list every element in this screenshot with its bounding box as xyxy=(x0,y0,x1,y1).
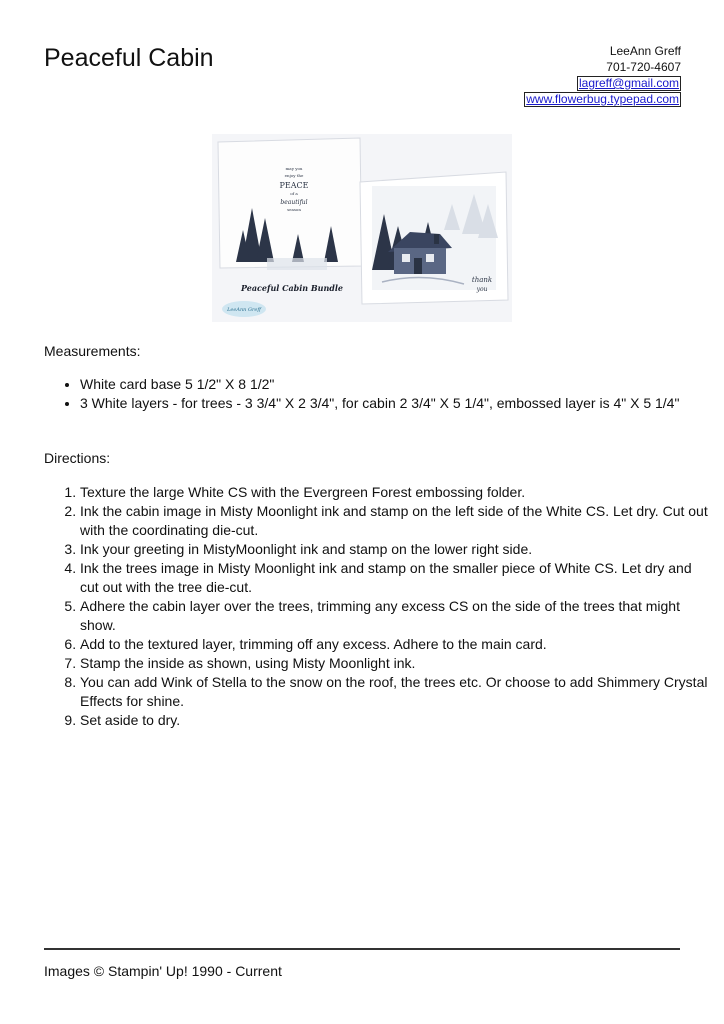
list-item: 8. You can add Wink of Stella to the snow on the roof, the trees etc. Or choose to add Shimmery Crystal Effects for shine. xyxy=(80,673,710,711)
logo-watermark xyxy=(222,301,266,317)
card-stand xyxy=(267,258,327,270)
greeting-line: of a xyxy=(290,191,298,196)
list-item: 9. Set aside to dry. xyxy=(80,711,710,730)
page-title: Peaceful Cabin xyxy=(44,44,214,72)
footer-divider xyxy=(44,948,680,950)
list-item: 3. Ink your greeting in MistyMoonlight ink and stamp on the lower right side. xyxy=(80,540,710,559)
list-item: 7. Stamp the inside as shown, using Misty Moonlight ink. xyxy=(80,654,710,673)
measurements-label: Measurements: xyxy=(44,343,141,359)
logo-text: LeeAnn Greff xyxy=(227,307,261,313)
list-item: • 3 White layers - for trees - 3 3/4" X 2 3/4", for cabin 2 3/4" X 5 1/4", embossed layer is 4" X 5 1/4" xyxy=(80,394,710,413)
footer-copyright: Images © Stampin' Up! 1990 - Current xyxy=(44,963,282,979)
website-link[interactable]: www.flowerbug.typepad.com xyxy=(526,92,679,106)
list-item: • White card base 5 1/2" X 8 1/2" xyxy=(80,375,710,394)
greeting-line: beautiful xyxy=(280,199,308,206)
directions-label: Directions: xyxy=(44,450,111,466)
card-photo xyxy=(212,134,512,322)
measurements-list xyxy=(60,375,710,413)
greeting-line: season xyxy=(287,207,301,212)
author-name: LeeAnn Greff xyxy=(609,44,681,58)
contact-block xyxy=(524,43,681,107)
list-item: 6. Add to the textured layer, trimming off any excess. Adhere to the main card. xyxy=(80,635,710,654)
email-link[interactable]: lagreff@gmail.com xyxy=(579,76,679,90)
phone-number: 701-720-4607 xyxy=(606,60,681,74)
photo-caption: Peaceful Cabin Bundle xyxy=(240,283,344,293)
greeting-line: PEACE xyxy=(279,181,309,190)
greeting-line: may you xyxy=(285,166,303,171)
list-item: 2. Ink the cabin image in Misty Moonlight ink and stamp on the left side of the White CS. Let dry. Cut out with the coordinating die-cut. xyxy=(80,502,710,540)
greeting-line: enjoy the xyxy=(284,173,304,178)
directions-list xyxy=(62,483,710,730)
greeting-line: you xyxy=(476,286,488,293)
list-item: 5. Adhere the cabin layer over the trees, trimming any excess CS on the side of the trees that might show. xyxy=(80,597,710,635)
list-item: 1. Texture the large White CS with the Evergreen Forest embossing folder. xyxy=(80,483,710,502)
list-item: 4. Ink the trees image in Misty Moonlight ink and stamp on the smaller piece of White CS. Let dry and cut out with the tree die-cut. xyxy=(80,559,710,597)
greeting-line: thank xyxy=(471,276,493,284)
